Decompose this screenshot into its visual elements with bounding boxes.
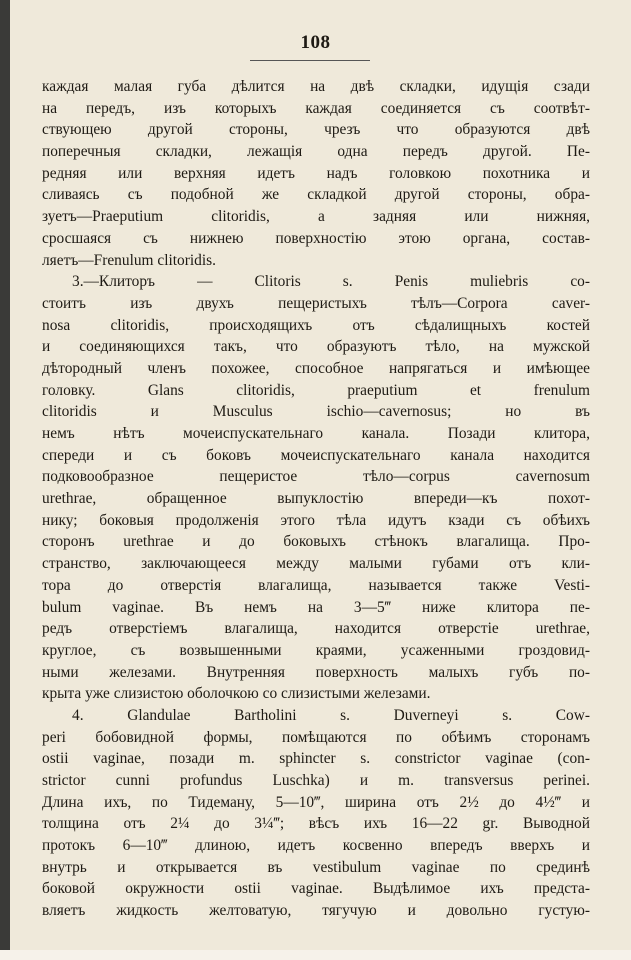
text-line: сторонъ urethrae и до боковыхъ стѣнокъ влагалища. Про- xyxy=(42,533,590,551)
text-line: и соединяющихся такъ, что образуютъ тѣло, на мужской xyxy=(42,338,590,356)
text-line: редняя или верхняя идетъ надъ головкою похотника и xyxy=(42,164,590,182)
text-line: протокъ 6—10‴ длиною, идетъ косвенно впередъ вверхъ и xyxy=(42,837,590,855)
text-line: немъ нѣтъ мочеиспускательнаго канала. Позади клитора, xyxy=(42,425,590,442)
text-line: сливаясь съ подобной же складкой другой стороны, обра- xyxy=(42,186,590,204)
text-line: ствующею другой стороны, чрезъ что образуются двѣ xyxy=(42,121,590,139)
page-number: 108 xyxy=(300,32,331,53)
text-line: толщина отъ 2¼ до 3¼‴; вѣсъ ихъ 16—22 gr. Выводной xyxy=(42,815,590,833)
text-line: зуетъ—Praeputium clitoridis, а задняя или нижняя, xyxy=(42,208,590,226)
text-line: сросшаяся съ нижнею поверхностію этою органа, состав- xyxy=(42,229,590,247)
header-rule xyxy=(250,60,370,61)
text-line: 3.—Клиторъ — Clitoris s. Penis muliebris со- xyxy=(72,273,590,291)
text-line: стоитъ изъ двухъ пещеристыхъ тѣлъ—Corpora caver- xyxy=(42,294,590,312)
text-line: Длина ихъ, по Тидеману, 5—10‴, ширина отъ 2½ до 4½‴ и xyxy=(42,793,590,811)
text-line: nosa clitoridis, происходящихъ отъ сѣдалищныхъ костей xyxy=(42,316,590,334)
text-line: на передъ, изъ которыхъ каждая соединяется съ соотвѣт- xyxy=(42,99,590,117)
page-bottom-edge xyxy=(0,950,631,960)
text-line: нику; боковыя продолженія этого тѣла идутъ кзади съ обѣихъ xyxy=(42,511,590,529)
body-text xyxy=(42,76,590,922)
text-line: strictor cunni profundus Luschka) и m. transversus perinei. xyxy=(42,772,590,789)
text-line: вляетъ жидкость желтоватую, тягучую и довольно густую- xyxy=(42,902,590,920)
text-line: peri бобовидной формы, помѣщаются по обѣимъ сторонамъ xyxy=(42,728,590,746)
text-line: головку. Glans clitoridis, praeputium et frenulum xyxy=(42,381,590,399)
text-line: 4. Glandulae Bartholini s. Duverneyi s. Cow- xyxy=(72,706,590,724)
text-line: поперечныя складки, лежащія одна передъ другой. Пе- xyxy=(42,143,590,161)
text-line: дѣтородный членъ похожее, способное напрягаться и имѣющее xyxy=(42,359,590,377)
text-line: каждая малая губа дѣлится на двѣ складки, идущія сзади xyxy=(42,78,590,95)
text-line: bulum vaginae. Въ немъ на 3—5‴ ниже клитора пе- xyxy=(42,598,590,616)
text-line: спереди и съ боковъ мочеиспускательнаго канала находится xyxy=(42,446,590,464)
text-line: ными железами. Внутренняя поверхность малыхъ губъ по- xyxy=(42,663,590,681)
book-spine-edge xyxy=(0,0,10,960)
text-line: внутрь и открывается въ vestibulum vaginae по срединѣ xyxy=(42,858,590,876)
text-line: urethrae, обращенное выпуклостію впереди—къ похот- xyxy=(42,490,590,508)
text-line: тора до отверстія влагалища, называется также Vesti- xyxy=(42,576,590,594)
text-line: редъ отверстіемъ влагалища, находится отверстіе urethrae, xyxy=(42,620,590,638)
text-line: ляетъ—Frenulum clitoridis. xyxy=(42,251,216,269)
text-line: подковообразное пещеристое тѣло—corpus cavernosum xyxy=(42,468,590,486)
text-line: странство, заключающееся между малыми губами отъ кли- xyxy=(42,555,590,573)
text-line: ostii vaginae, позади m. sphincter s. constrictor vaginae (con- xyxy=(42,750,590,768)
text-line: крыта уже слизистою оболочкою со слизистыми железами. xyxy=(42,685,431,703)
text-line: clitoridis и Musculus ischio—cavernosus; но въ xyxy=(42,403,590,421)
text-line: круглое, съ возвышенными краями, усаженными гроздовид- xyxy=(42,641,590,659)
text-line: боковой окружности ostii vaginae. Выдѣлимое ихъ предста- xyxy=(42,880,590,898)
